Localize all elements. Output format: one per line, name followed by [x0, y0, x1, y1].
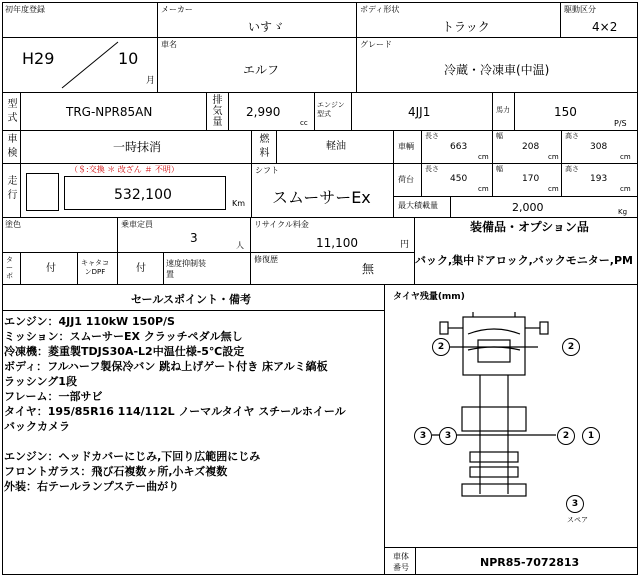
displacement-value: 2,990 — [246, 105, 281, 119]
capacity-unit: 人 — [236, 241, 244, 250]
note-line: バックカメラ — [4, 420, 70, 433]
date-diagonal — [60, 40, 120, 90]
tire-rear-left-inner: 3 — [439, 427, 457, 445]
power-unit: P/S — [614, 119, 627, 128]
vline — [77, 252, 78, 285]
grade-value: 冷蔵・冷凍車(中温) — [444, 63, 550, 77]
note-line: エンジン：ヘッドカバーにじみ,下回り広範囲にじみ — [4, 450, 261, 463]
vline — [393, 130, 394, 218]
displacement-unit: cc — [300, 119, 308, 127]
vline — [560, 2, 561, 38]
v-width-label: 幅 — [496, 132, 503, 140]
color-label: 塗色 — [5, 220, 21, 229]
c-length-unit: cm — [478, 185, 489, 193]
shift-value: スムーサーEx — [272, 188, 371, 207]
c-height-value: 193 — [590, 174, 608, 184]
vline — [117, 217, 118, 285]
maker-value: いすゞ — [248, 20, 285, 34]
equipment-list — [415, 253, 637, 269]
turbo-value: 付 — [46, 263, 56, 274]
hline — [384, 547, 638, 548]
catalyst-value: 付 — [136, 263, 146, 274]
car-name-value: エルフ — [243, 63, 280, 77]
capacity-value: 3 — [190, 231, 198, 245]
hline — [2, 130, 638, 131]
turbo-label: ターボ — [6, 256, 13, 280]
note-line: エンジン：4JJ1 110kW 150P/S — [4, 315, 175, 328]
hline — [2, 284, 638, 285]
body-label: ボディ形状 — [360, 5, 400, 14]
c-width-label: 幅 — [496, 165, 503, 173]
mileage-label: 走行 — [5, 175, 16, 203]
c-width-unit: cm — [548, 185, 559, 193]
spare-label: スペア — [567, 516, 588, 524]
model-label: 型式 — [5, 98, 16, 126]
car-name-label: 車名 — [161, 40, 177, 49]
body-value: トラック — [442, 20, 490, 34]
inspection-label: 車検 — [5, 133, 16, 161]
vline — [384, 284, 385, 575]
month-unit: 月 — [146, 76, 156, 86]
note-line: 冷凍機：菱重製TDJS30A-L2中温仕様-5℃設定 — [4, 345, 245, 358]
repair-label: 修復歴 — [254, 255, 278, 264]
cargo-label: 荷台 — [398, 175, 414, 184]
sales-title: セールスポイント・備考 — [131, 293, 252, 306]
hline — [2, 92, 638, 93]
vline — [356, 2, 357, 93]
c-width-value: 170 — [522, 174, 540, 184]
vline — [561, 130, 562, 197]
sales-notes — [4, 314, 384, 494]
v-length-unit: cm — [478, 153, 489, 161]
fuel-value: 軽油 — [326, 141, 346, 152]
repair-value: 無 — [362, 262, 375, 276]
vline — [251, 130, 252, 164]
tire-rear-right-inner: 2 — [557, 427, 575, 445]
vline — [276, 130, 277, 164]
recycle-unit: 円 — [400, 240, 410, 250]
shift-label: シフト — [255, 166, 279, 175]
note-line: フロントガラス：飛び石複数ヶ所,小キズ複数 — [4, 465, 228, 478]
grade-label: グレード — [360, 40, 392, 49]
c-height-label: 高さ — [565, 165, 579, 173]
mileage-value: 532,100 — [114, 187, 172, 203]
tire-rear-left-outer: 3 — [414, 427, 432, 445]
vline — [514, 92, 515, 131]
hline — [2, 310, 384, 311]
tire-front-left: 2 — [432, 338, 450, 356]
recycle-value: 11,100 — [316, 236, 358, 250]
vline — [414, 217, 415, 285]
hline — [2, 37, 638, 38]
tire-spare: 3 — [566, 495, 584, 513]
v-length-value: 663 — [450, 142, 468, 152]
v-width-value: 208 — [522, 142, 540, 152]
vehicle-label: 車輌 — [398, 142, 414, 151]
c-length-label: 長さ — [425, 165, 439, 173]
first-reg-label: 初年度登録 — [5, 5, 45, 14]
inspection-value: 一時抹消 — [113, 140, 162, 154]
drive-label: 駆動区分 — [564, 5, 596, 14]
note-line: ラッシング1段 — [4, 375, 77, 388]
note-line: フレーム：一部サビ — [4, 390, 103, 403]
vline — [450, 196, 451, 218]
chassis-number: NPR85-7072813 — [480, 556, 580, 569]
displacement-label: 排気量 — [210, 94, 221, 127]
vline — [228, 92, 229, 131]
mileage-note: （＄:交換 ＊ 改ざん ＃ 不明） — [70, 165, 179, 174]
vline — [20, 252, 21, 285]
vline — [492, 130, 493, 197]
vline — [206, 92, 207, 131]
first-reg-year: H29 — [22, 49, 55, 68]
drive-value: 4×2 — [592, 20, 618, 34]
v-height-value: 308 — [590, 142, 608, 152]
mileage-check-box[interactable] — [26, 173, 59, 211]
c-height-unit: cm — [620, 185, 631, 193]
vline — [351, 92, 352, 131]
power-value: 150 — [554, 105, 577, 119]
vline — [163, 252, 164, 285]
hline — [393, 196, 638, 197]
hline — [2, 163, 638, 164]
vline — [20, 92, 21, 163]
vline — [20, 163, 21, 218]
tire-front-right: 2 — [562, 338, 580, 356]
note-line — [4, 434, 384, 449]
maker-label: メーカー — [161, 5, 193, 14]
note-line: ミッション：スムーサーEX クラッチペダル無し — [4, 330, 243, 343]
recycle-label: リサイクル料金 — [254, 220, 309, 229]
v-height-unit: cm — [620, 153, 631, 161]
vline — [251, 163, 252, 218]
vline — [415, 547, 416, 575]
first-reg-month: 10 — [118, 49, 139, 68]
max-load-unit: Kg — [618, 208, 628, 216]
mileage-unit: Km — [232, 199, 246, 208]
vline — [157, 2, 158, 93]
note-line: ボディ：フルハーフ製保冷バン 跳ね上げゲート付き 床アルミ縞板 — [4, 360, 328, 373]
vline — [314, 92, 315, 131]
vline — [421, 130, 422, 197]
note-line: タイヤ：195/85R16 114/112L ノーマルタイヤ スチールホイール — [4, 405, 346, 418]
engine-label: エンジン型式 — [317, 101, 345, 118]
model-value: TRG-NPR85AN — [66, 105, 153, 119]
tire-title: タイヤ残量(mm) — [393, 292, 465, 302]
equipment-title: 装備品・オプション品 — [470, 220, 589, 234]
fuel-label: 燃料 — [257, 133, 268, 161]
max-load-label: 最大積載量 — [398, 201, 438, 210]
note-line: 外装：右テールランプステー曲がり — [4, 480, 180, 493]
hline — [2, 217, 638, 218]
v-length-label: 長さ — [425, 132, 439, 140]
catalyst-label: キャタコンDPF — [81, 259, 109, 276]
engine-value: 4JJ1 — [408, 105, 431, 119]
equipment-text: バック,集中ドアロック,バックモニター,PM — [415, 254, 633, 267]
capacity-label: 乗車定員 — [121, 220, 153, 229]
vline — [250, 217, 251, 285]
hline — [2, 252, 414, 253]
v-height-label: 高さ — [565, 132, 579, 140]
v-width-unit: cm — [548, 153, 559, 161]
c-length-value: 450 — [450, 174, 468, 184]
vline — [492, 92, 493, 131]
power-label: 馬力 — [496, 106, 510, 114]
chassis-label: 車体番号 — [393, 552, 409, 572]
max-load-value: 2,000 — [512, 201, 544, 214]
speed-limiter-label: 速度抑制装置 — [166, 259, 206, 279]
tire-rear-right-outer: 1 — [582, 427, 600, 445]
